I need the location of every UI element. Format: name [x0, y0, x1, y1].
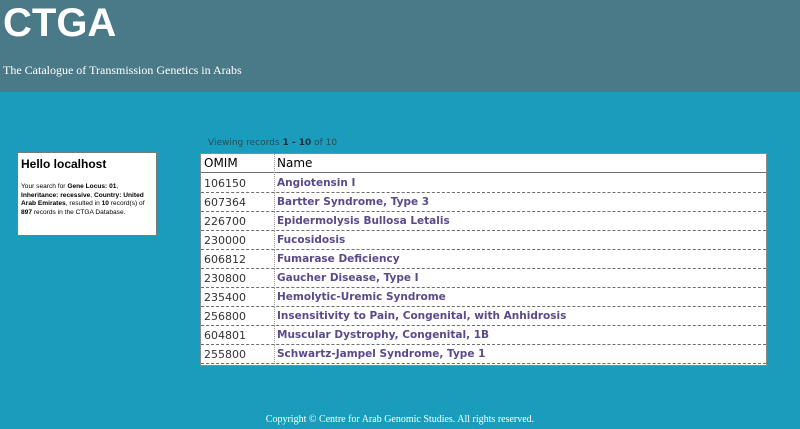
omim-cell: 106150	[204, 177, 246, 190]
disease-link[interactable]: Hemolytic-Uremic Syndrome	[277, 291, 446, 303]
result-count: 10	[101, 200, 109, 208]
disease-link[interactable]: Muscular Dystrophy, Congenital, 1B	[277, 329, 490, 341]
column-divider	[274, 345, 275, 364]
column-divider	[274, 288, 275, 307]
column-divider	[274, 250, 275, 269]
table-row	[201, 269, 766, 288]
omim-cell: 230800	[204, 272, 246, 285]
column-divider	[274, 231, 275, 250]
site-tagline: The Catalogue of Transmission Genetics in Arabs	[3, 63, 242, 77]
omim-cell: 607364	[204, 196, 246, 209]
viewing-total: 10	[325, 138, 338, 148]
disease-link[interactable]: Angiotensin I	[277, 177, 356, 189]
disease-link[interactable]: Insensitivity to Pain, Congenital, with Anhidrosis	[277, 310, 567, 322]
copyright-footer: Copyright © Centre for Arab Genomic Studies. All rights reserved.	[265, 414, 535, 425]
disease-link[interactable]: Fucosidosis	[277, 234, 346, 246]
viewing-prefix: Viewing records	[208, 138, 283, 148]
disease-link[interactable]: Gaucher Disease, Type I	[277, 272, 419, 284]
column-divider	[274, 307, 275, 326]
column-divider	[274, 326, 275, 345]
omim-cell: 256800	[204, 310, 246, 323]
table-row	[201, 326, 766, 345]
viewing-records	[208, 137, 337, 149]
disease-link[interactable]: Fumarase Deficiency	[277, 253, 400, 265]
table-row	[201, 212, 766, 231]
summary-prefix: Your search for	[21, 183, 68, 190]
column-divider	[274, 193, 275, 212]
inheritance-value: Inheritance: recessive	[21, 191, 91, 199]
column-divider	[274, 269, 275, 288]
omim-cell: 604801	[204, 329, 246, 342]
summary-records-of: record(s) of	[108, 200, 145, 208]
database-total: 897	[21, 208, 33, 216]
disease-link[interactable]: Schwartz-Jampel Syndrome, Type 1	[277, 348, 486, 360]
table-row	[201, 250, 766, 269]
table-row	[201, 345, 766, 364]
summary-resulted-in: , resulted in	[65, 200, 102, 208]
search-summary-text: Your search for Gene Locus: 01, Inheritance: recessive, Country: United Arab Emirates, resulted in 10 record(s) of 897 records in the CTGA Database.	[21, 183, 145, 216]
hello-title: Hello localhost	[21, 157, 107, 171]
column-divider	[274, 212, 275, 231]
country-value: Country: United Arab Emirates	[21, 191, 144, 208]
table-row	[201, 174, 766, 193]
column-divider	[274, 154, 275, 173]
omim-cell: 606812	[204, 253, 246, 266]
table-row	[201, 193, 766, 212]
table-row	[201, 288, 766, 307]
gene-locus-value: Gene Locus: 01	[67, 183, 117, 190]
search-summary-box	[17, 152, 157, 236]
table-row	[201, 231, 766, 250]
viewing-range: 1 - 10	[282, 138, 312, 148]
disease-link[interactable]: Bartter Syndrome, Type 3	[277, 196, 430, 208]
column-divider	[274, 174, 275, 193]
name-column-header: Name	[277, 156, 313, 170]
site-logo[interactable]: CTGA	[3, 1, 117, 45]
omim-column-header: OMIM	[204, 156, 238, 170]
omim-cell: 230000	[204, 234, 246, 247]
disease-link[interactable]: Epidermolysis Bullosa Letalis	[277, 215, 450, 227]
omim-cell: 235400	[204, 291, 246, 304]
site-header	[0, 0, 800, 92]
table-row	[201, 307, 766, 326]
omim-cell: 226700	[204, 215, 246, 228]
table-header	[201, 154, 766, 173]
viewing-of: of	[311, 138, 326, 148]
summary-suffix: records in the CTGA Database.	[32, 208, 126, 216]
results-table	[200, 153, 767, 366]
omim-cell: 255800	[204, 348, 246, 361]
